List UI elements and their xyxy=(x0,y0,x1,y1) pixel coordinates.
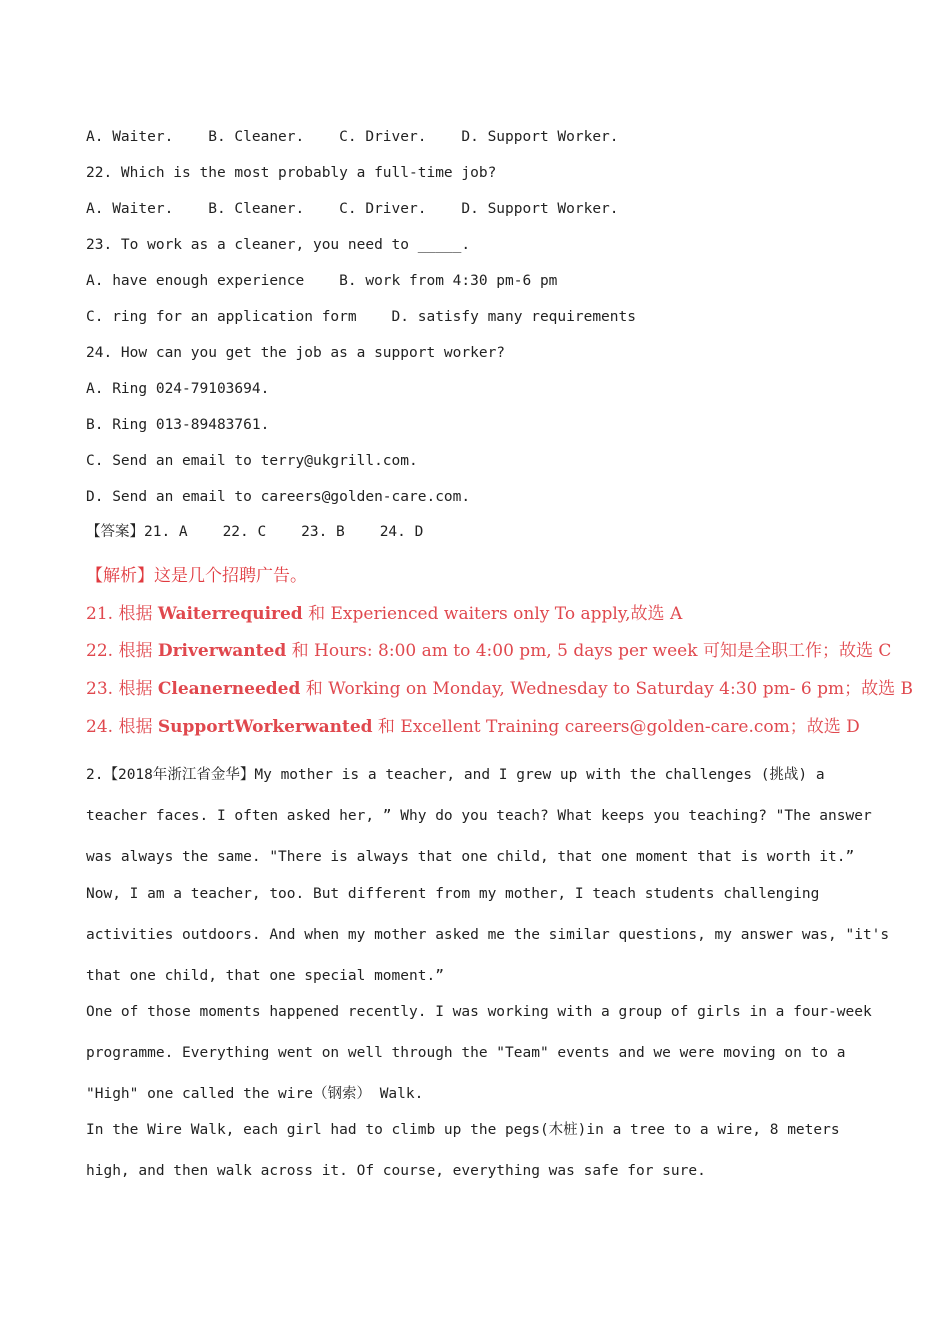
q24-option-a: A. Ring 024-79103694. xyxy=(86,381,270,397)
passage-line: One of those moments happened recently. I was working with a group of girls in a four-week xyxy=(86,1004,872,1020)
answer-text: 21. A 22. C 23. B 24. D xyxy=(144,524,424,540)
analysis-line-22 xyxy=(86,642,891,660)
passage-line: "High" one called the wire（钢索） Walk. xyxy=(86,1086,424,1102)
passage-line: In the Wire Walk, each girl had to climb up the pegs(木桩)in a tree to a wire, 8 meters xyxy=(86,1122,840,1138)
passage-line: was always the same. "There is always that one child, that one moment that is worth it.” xyxy=(86,849,855,865)
analysis-line-24 xyxy=(86,718,860,736)
analysis-key: SupportWorkerwanted xyxy=(157,717,373,737)
passage-line: programme. Everything went on well through the "Team" events and we were moving on to a xyxy=(86,1045,846,1061)
analysis-num: 24. 根据 xyxy=(86,717,158,737)
passage-line: activities outdoors. And when my mother asked me the similar questions, my answer was, "it's xyxy=(86,927,890,943)
analysis-rest: Working on Monday, Wednesday to Saturday 4:30 pm- 6 pm；故选 B xyxy=(328,679,914,699)
passage-line: Now, I am a teacher, too. But different from my mother, I teach students challenging xyxy=(86,886,820,902)
answer-line xyxy=(86,523,423,541)
analysis-line-23 xyxy=(86,680,913,698)
q23-options-ab: A. have enough experience B. work from 4:30 pm-6 pm xyxy=(86,273,558,289)
passage-line: that one child, that one special moment.” xyxy=(86,968,444,984)
q22-options: A. Waiter. B. Cleaner. C. Driver. D. Support Worker. xyxy=(86,201,619,217)
q21-options: A. Waiter. B. Cleaner. C. Driver. D. Support Worker. xyxy=(86,129,619,145)
analysis-rest: Experienced waiters only To apply,故选 A xyxy=(330,604,683,624)
analysis-conj: 和 xyxy=(300,679,329,699)
passage-line: high, and then walk across it. Of course, everything was safe for sure. xyxy=(86,1163,706,1179)
q24-option-b: B. Ring 013-89483761. xyxy=(86,417,270,433)
q23-stem: 23. To work as a cleaner, you need to _____. xyxy=(86,237,471,253)
passage-line: 2.【2018年浙江省金华】My mother is a teacher, and I grew up with the challenges (挑战) a xyxy=(86,767,825,783)
q22-stem: 22. Which is the most probably a full-time job? xyxy=(86,165,497,181)
analysis-num: 21. 根据 xyxy=(86,604,158,624)
analysis-rest: Excellent Training careers@golden-care.com；故选 D xyxy=(400,717,860,737)
q24-option-c: C. Send an email to terry@ukgrill.com. xyxy=(86,453,418,469)
analysis-conj: 和 xyxy=(372,717,401,737)
analysis-heading: 【解析】这是几个招聘广告。 xyxy=(86,566,307,586)
passage-line: teacher faces. I often asked her, ” Why do you teach? What keeps you teaching? "The answer xyxy=(86,808,872,824)
analysis-key: Waiterrequired xyxy=(157,604,303,624)
analysis-conj: 和 xyxy=(286,641,315,661)
analysis-key: Cleanerneeded xyxy=(157,679,301,699)
analysis-line-21 xyxy=(86,605,682,623)
answer-tag: 【答案】 xyxy=(86,524,144,540)
analysis-rest: Hours: 8:00 am to 4:00 pm, 5 days per week 可知是全职工作；故选 C xyxy=(314,641,892,661)
analysis-conj: 和 xyxy=(302,604,331,624)
q23-options-cd: C. ring for an application form D. satisfy many requirements xyxy=(86,309,636,325)
analysis-key: Driverwanted xyxy=(157,641,287,661)
analysis-num: 23. 根据 xyxy=(86,679,158,699)
q24-stem: 24. How can you get the job as a support worker? xyxy=(86,345,506,361)
q24-option-d: D. Send an email to careers@golden-care.com. xyxy=(86,489,471,505)
analysis-num: 22. 根据 xyxy=(86,641,158,661)
